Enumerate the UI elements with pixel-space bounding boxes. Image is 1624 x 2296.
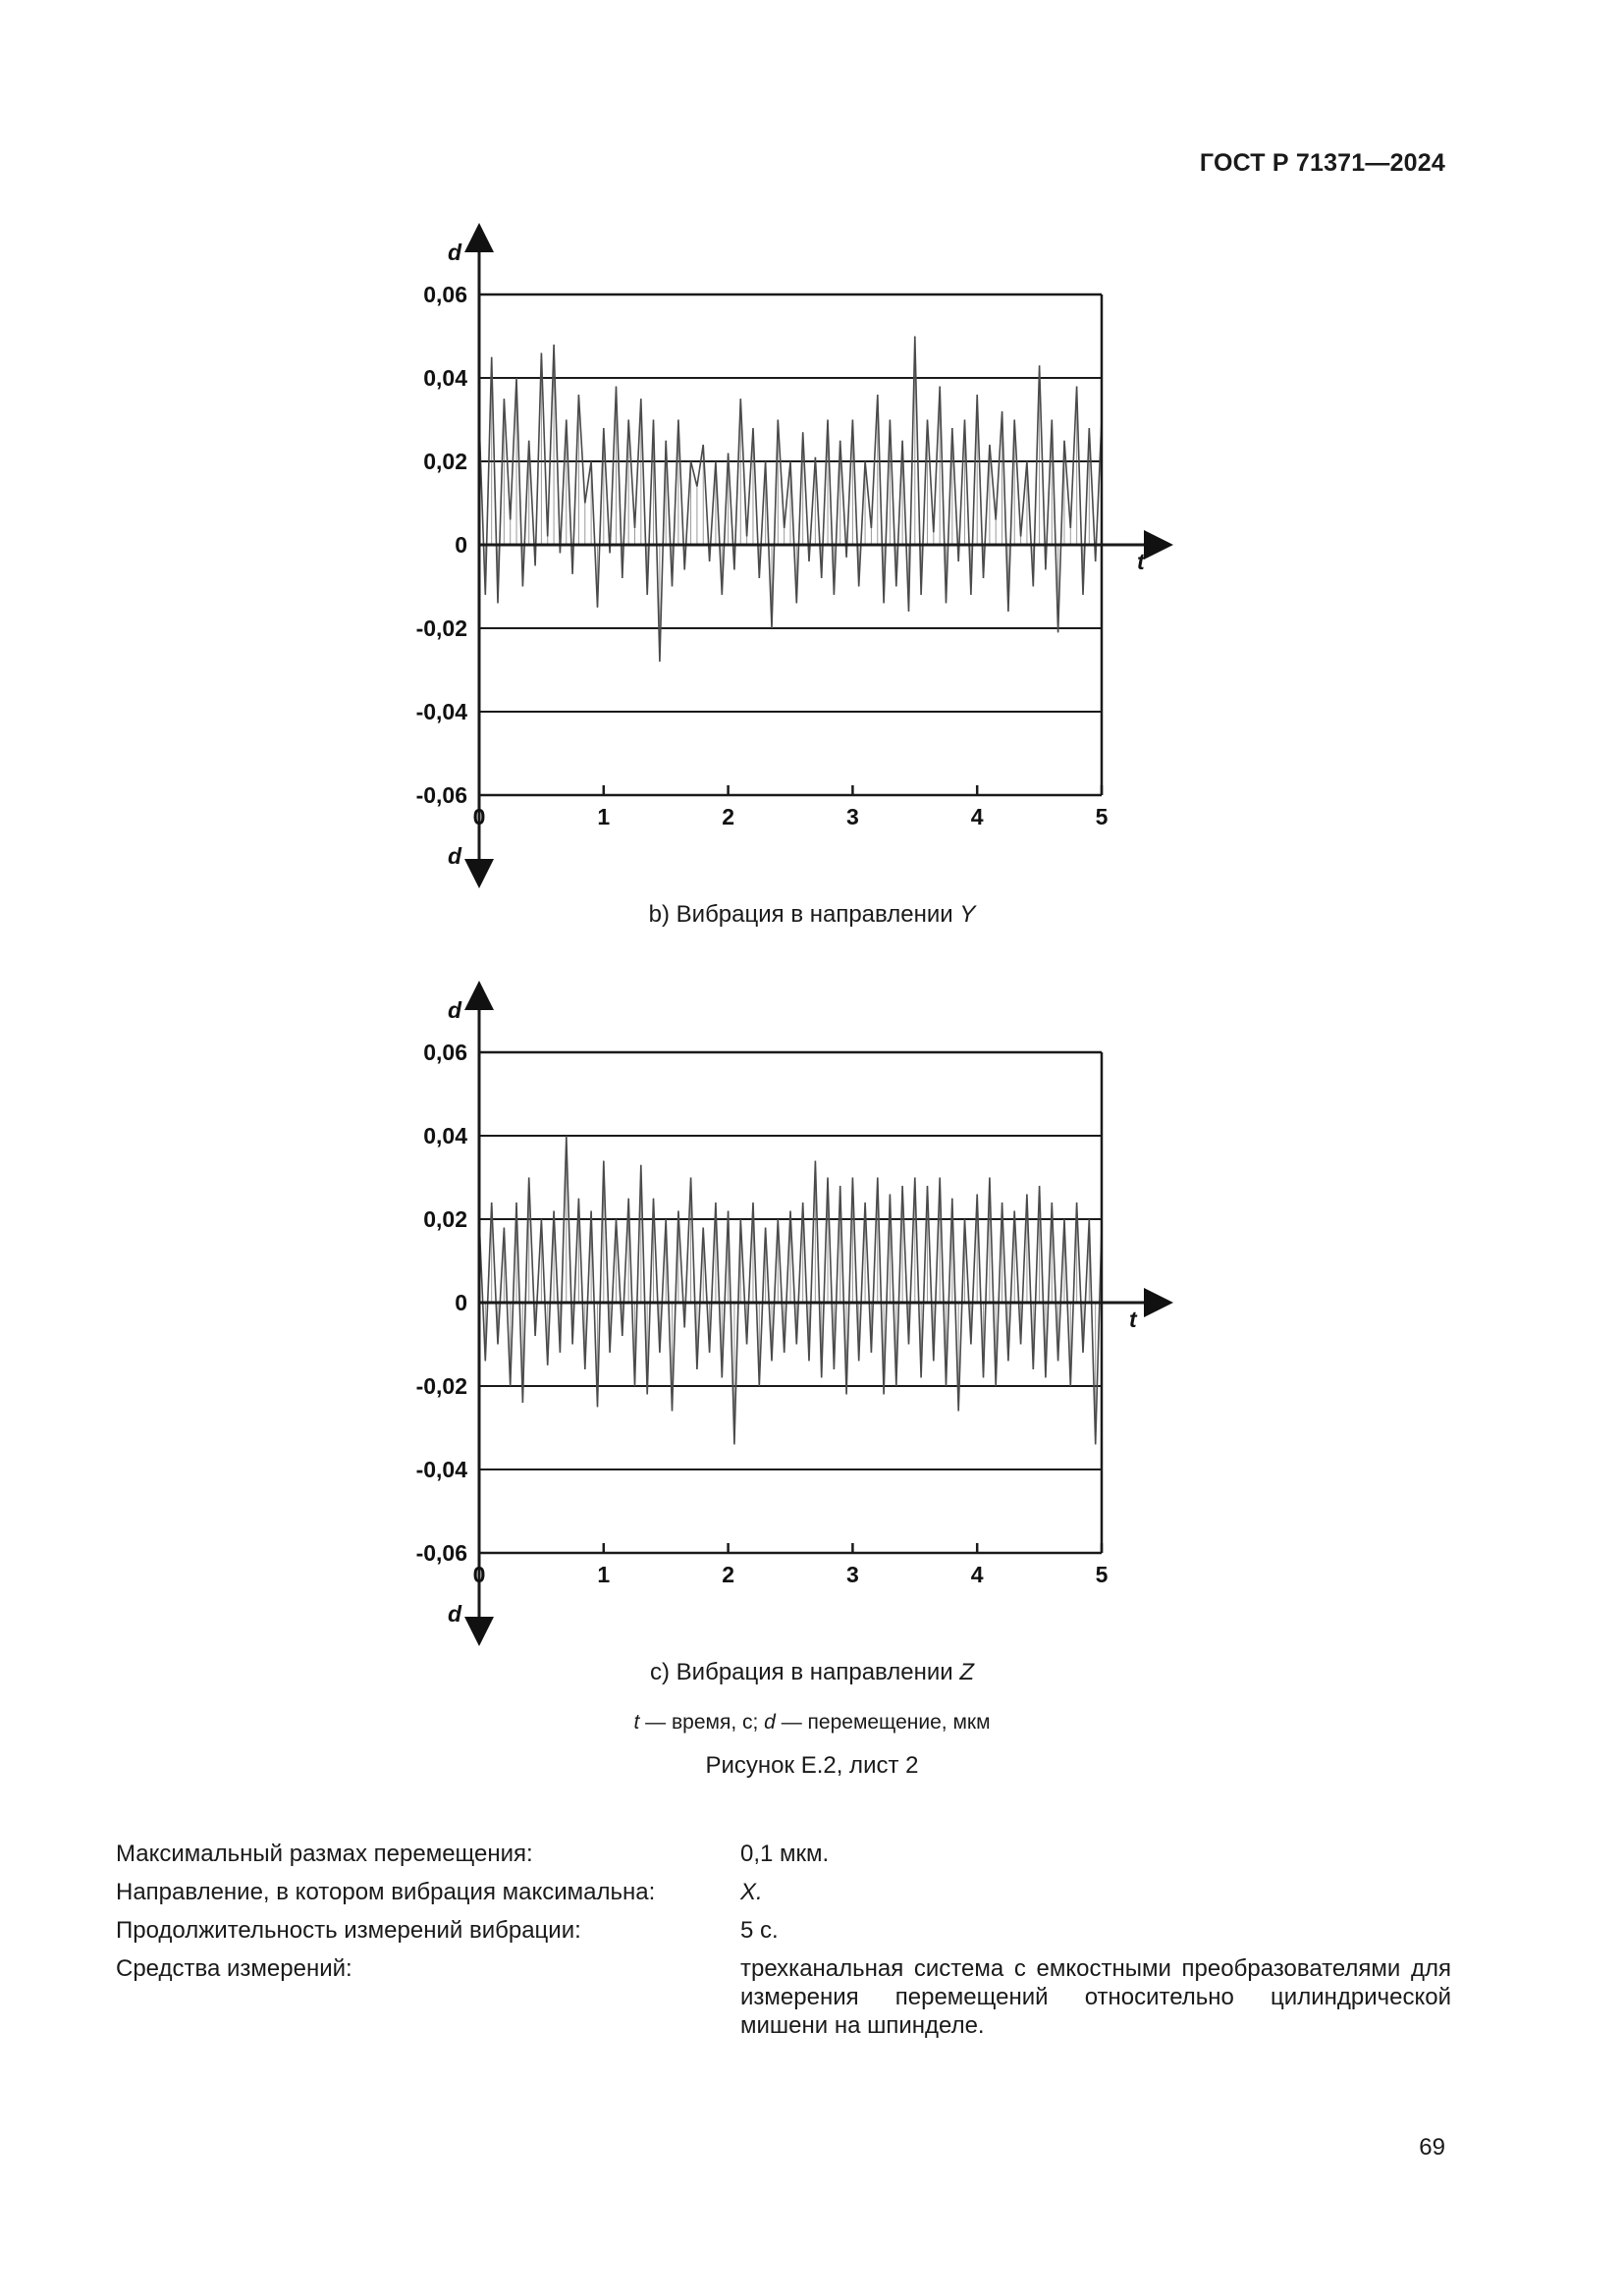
x-tick-label: 3 (846, 804, 859, 829)
x-axis-label: t (1129, 1307, 1137, 1332)
x-tick-label: 1 (597, 804, 611, 829)
y-tick-label: 0,06 (423, 1040, 467, 1065)
y-tick-label: 0,02 (423, 449, 467, 474)
x-tick-label: 5 (1095, 1562, 1109, 1587)
page-number: 69 (1419, 2134, 1445, 2161)
vibration-chart-y (0, 216, 1624, 903)
y-tick-label: 0 (455, 532, 467, 558)
x-tick-label: 3 (846, 1562, 859, 1587)
y-tick-label: 0,06 (423, 282, 467, 307)
spec-value: X. (740, 1879, 763, 1905)
legend-t-symbol: t (633, 1711, 640, 1734)
figure-caption-z (0, 1659, 1624, 1686)
y-axis-label-bottom: d (448, 843, 462, 869)
spec-label: Максимальный размах перемещения: (116, 1841, 533, 1867)
y-tick-label: 0,02 (423, 1206, 467, 1232)
y-tick-label: -0,04 (415, 1457, 467, 1482)
x-tick-label: 1 (597, 1562, 611, 1587)
x-tick-label: 2 (722, 804, 734, 829)
spec-row-instruments (116, 1954, 1451, 2040)
y-tick-label: 0,04 (423, 365, 467, 391)
y-tick-label: -0,04 (415, 699, 467, 724)
spec-label: Направление, в котором вибрация максимальна: (116, 1879, 656, 1905)
caption-axis: Y (959, 901, 976, 928)
y-tick-label: -0,06 (415, 782, 467, 808)
spec-row-duration (116, 1916, 1451, 1945)
x-tick-label: 0 (472, 804, 486, 829)
vibration-chart-z (0, 974, 1624, 1661)
y-axis-label: d (448, 240, 462, 265)
caption-text: b) Вибрация в направлении (648, 901, 960, 928)
legend-d-text: — перемещение, мкм (775, 1711, 991, 1734)
y-tick-label: 0,04 (423, 1123, 467, 1148)
x-tick-label: 5 (1095, 804, 1109, 829)
spec-row-max-range (116, 1840, 1451, 1868)
document-standard-header: ГОСТ Р 71371—2024 (1199, 149, 1445, 177)
spec-value: 5 с. (740, 1917, 779, 1944)
legend-d-symbol: d (764, 1711, 776, 1734)
spec-row-direction (116, 1878, 1451, 1906)
y-tick-label: -0,02 (415, 615, 467, 641)
x-tick-label: 4 (970, 804, 984, 829)
x-tick-label: 4 (970, 1562, 984, 1587)
y-axis-label: d (448, 997, 462, 1023)
caption-text: c) Вибрация в направлении (650, 1659, 960, 1685)
y-tick-label: -0,06 (415, 1540, 467, 1566)
y-tick-label: -0,02 (415, 1373, 467, 1399)
caption-axis: Z (959, 1659, 974, 1685)
spec-value: трехканальная система с емкостными преобразователями для измерения перемещений относительно цилиндрической мишени на шпинделе. (740, 1955, 1451, 2039)
legend-t-text: — время, с; (639, 1711, 765, 1734)
y-axis-label-bottom: d (448, 1601, 462, 1627)
x-tick-label: 0 (472, 1562, 486, 1587)
figure-legend (0, 1711, 1624, 1735)
figure-caption-y (0, 901, 1624, 929)
y-tick-label: 0 (455, 1290, 467, 1315)
figure-name: Рисунок Е.2, лист 2 (705, 1752, 919, 1779)
x-axis-label: t (1137, 549, 1145, 574)
measurement-specs (116, 1840, 1451, 2050)
x-tick-label: 2 (722, 1562, 734, 1587)
spec-label: Продолжительность измерений вибрации: (116, 1917, 581, 1944)
spec-label: Средства измерений: (116, 1955, 352, 1982)
spec-value: 0,1 мкм. (740, 1841, 830, 1867)
